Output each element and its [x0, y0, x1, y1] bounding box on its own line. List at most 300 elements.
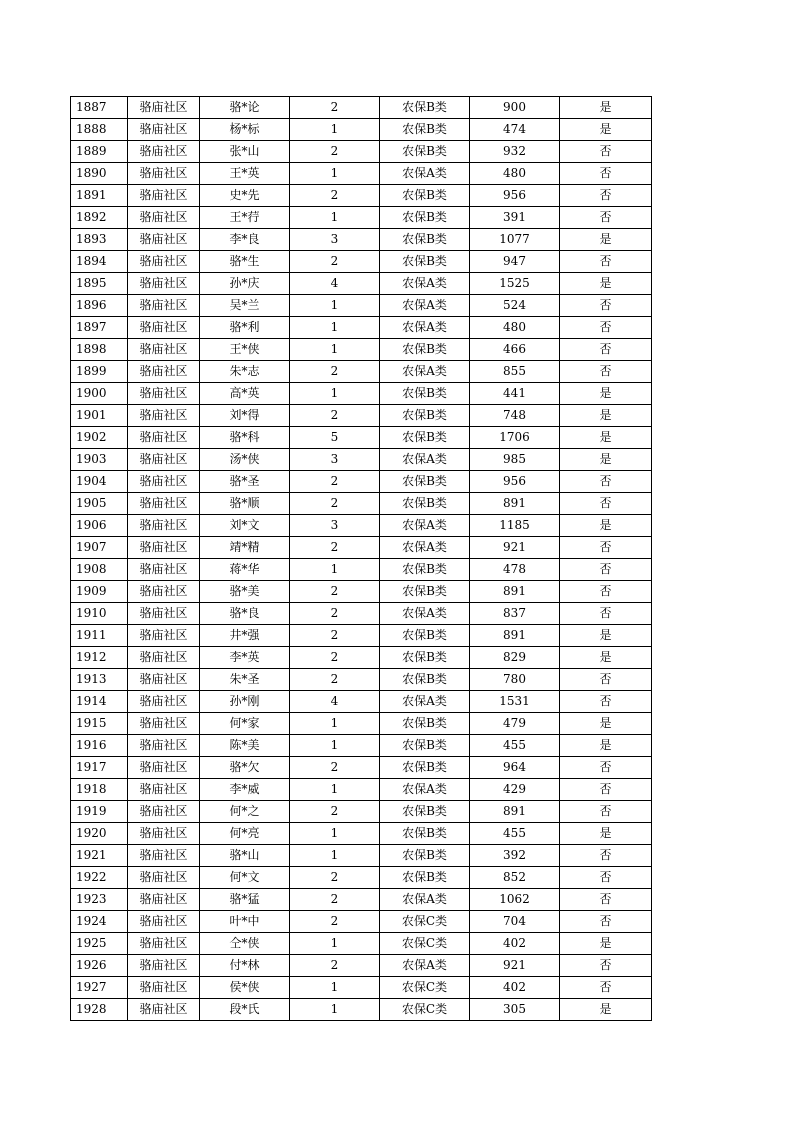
cell-household-size: 2	[290, 911, 380, 933]
cell-insurance-category: 农保B类	[380, 229, 470, 251]
cell-amount: 921	[470, 955, 560, 977]
cell-name: 段*氏	[200, 999, 290, 1021]
cell-insurance-category: 农保A类	[380, 449, 470, 471]
table-row	[71, 603, 652, 625]
cell-flag: 是	[560, 383, 652, 405]
cell-insurance-category: 农保C类	[380, 977, 470, 999]
cell-household-size: 1	[290, 295, 380, 317]
cell-flag: 否	[560, 801, 652, 823]
cell-amount: 1531	[470, 691, 560, 713]
cell-name: 史*先	[200, 185, 290, 207]
cell-insurance-category: 农保A类	[380, 537, 470, 559]
cell-household-size: 1	[290, 999, 380, 1021]
cell-community: 骆庙社区	[128, 625, 200, 647]
cell-community: 骆庙社区	[128, 339, 200, 361]
cell-household-size: 4	[290, 691, 380, 713]
cell-insurance-category: 农保B类	[380, 207, 470, 229]
cell-amount: 900	[470, 97, 560, 119]
cell-household-size: 1	[290, 713, 380, 735]
cell-insurance-category: 农保A类	[380, 691, 470, 713]
cell-amount: 402	[470, 933, 560, 955]
cell-flag: 是	[560, 449, 652, 471]
cell-row-number: 1895	[71, 273, 128, 295]
cell-row-number: 1890	[71, 163, 128, 185]
cell-insurance-category: 农保A类	[380, 295, 470, 317]
cell-flag: 否	[560, 867, 652, 889]
table-row	[71, 713, 652, 735]
cell-household-size: 1	[290, 933, 380, 955]
cell-insurance-category: 农保B类	[380, 867, 470, 889]
table-row	[71, 185, 652, 207]
cell-household-size: 1	[290, 977, 380, 999]
cell-insurance-category: 农保B类	[380, 801, 470, 823]
cell-amount: 780	[470, 669, 560, 691]
table-row	[71, 295, 652, 317]
cell-row-number: 1928	[71, 999, 128, 1021]
cell-amount: 429	[470, 779, 560, 801]
cell-household-size: 1	[290, 163, 380, 185]
cell-flag: 是	[560, 999, 652, 1021]
cell-name: 井*强	[200, 625, 290, 647]
cell-row-number: 1915	[71, 713, 128, 735]
cell-flag: 是	[560, 405, 652, 427]
cell-row-number: 1889	[71, 141, 128, 163]
cell-community: 骆庙社区	[128, 735, 200, 757]
table-row	[71, 625, 652, 647]
cell-flag: 是	[560, 713, 652, 735]
cell-insurance-category: 农保B类	[380, 823, 470, 845]
cell-name: 何*文	[200, 867, 290, 889]
cell-row-number: 1891	[71, 185, 128, 207]
table-row	[71, 427, 652, 449]
cell-name: 何*之	[200, 801, 290, 823]
cell-flag: 是	[560, 427, 652, 449]
cell-community: 骆庙社区	[128, 955, 200, 977]
cell-household-size: 1	[290, 735, 380, 757]
table-row	[71, 559, 652, 581]
cell-name: 刘*得	[200, 405, 290, 427]
cell-amount: 947	[470, 251, 560, 273]
cell-insurance-category: 农保A类	[380, 779, 470, 801]
cell-row-number: 1897	[71, 317, 128, 339]
cell-community: 骆庙社区	[128, 427, 200, 449]
cell-amount: 704	[470, 911, 560, 933]
cell-flag: 否	[560, 889, 652, 911]
cell-flag: 是	[560, 647, 652, 669]
cell-community: 骆庙社区	[128, 515, 200, 537]
cell-amount: 964	[470, 757, 560, 779]
cell-household-size: 4	[290, 273, 380, 295]
cell-insurance-category: 农保B类	[380, 559, 470, 581]
cell-household-size: 2	[290, 405, 380, 427]
cell-amount: 1706	[470, 427, 560, 449]
cell-name: 靖*精	[200, 537, 290, 559]
cell-flag: 是	[560, 515, 652, 537]
cell-insurance-category: 农保B类	[380, 757, 470, 779]
cell-name: 骆*生	[200, 251, 290, 273]
cell-household-size: 2	[290, 185, 380, 207]
cell-flag: 是	[560, 933, 652, 955]
cell-community: 骆庙社区	[128, 537, 200, 559]
cell-household-size: 2	[290, 955, 380, 977]
cell-flag: 否	[560, 845, 652, 867]
cell-flag: 否	[560, 537, 652, 559]
cell-flag: 否	[560, 295, 652, 317]
cell-community: 骆庙社区	[128, 185, 200, 207]
cell-community: 骆庙社区	[128, 141, 200, 163]
cell-flag: 否	[560, 779, 652, 801]
cell-household-size: 2	[290, 603, 380, 625]
cell-community: 骆庙社区	[128, 207, 200, 229]
cell-name: 李*威	[200, 779, 290, 801]
table-row	[71, 493, 652, 515]
cell-household-size: 1	[290, 559, 380, 581]
cell-community: 骆庙社区	[128, 97, 200, 119]
cell-amount: 921	[470, 537, 560, 559]
table-row	[71, 97, 652, 119]
cell-household-size: 2	[290, 625, 380, 647]
cell-name: 孙*庆	[200, 273, 290, 295]
table-row	[71, 911, 652, 933]
cell-flag: 是	[560, 625, 652, 647]
cell-flag: 否	[560, 185, 652, 207]
table-body	[71, 97, 652, 1021]
cell-community: 骆庙社区	[128, 295, 200, 317]
cell-community: 骆庙社区	[128, 229, 200, 251]
cell-amount: 441	[470, 383, 560, 405]
table-row	[71, 471, 652, 493]
cell-household-size: 2	[290, 801, 380, 823]
cell-name: 汤*侠	[200, 449, 290, 471]
cell-amount: 479	[470, 713, 560, 735]
data-table	[70, 96, 652, 1021]
cell-household-size: 2	[290, 889, 380, 911]
cell-insurance-category: 农保B类	[380, 581, 470, 603]
table-row	[71, 361, 652, 383]
cell-insurance-category: 农保B类	[380, 339, 470, 361]
cell-insurance-category: 农保B类	[380, 185, 470, 207]
table-row	[71, 691, 652, 713]
cell-amount: 524	[470, 295, 560, 317]
cell-row-number: 1899	[71, 361, 128, 383]
cell-flag: 否	[560, 493, 652, 515]
cell-row-number: 1916	[71, 735, 128, 757]
cell-community: 骆庙社区	[128, 493, 200, 515]
cell-community: 骆庙社区	[128, 471, 200, 493]
cell-amount: 1062	[470, 889, 560, 911]
cell-community: 骆庙社区	[128, 801, 200, 823]
cell-community: 骆庙社区	[128, 559, 200, 581]
cell-insurance-category: 农保B类	[380, 647, 470, 669]
table-row	[71, 515, 652, 537]
cell-row-number: 1892	[71, 207, 128, 229]
cell-row-number: 1910	[71, 603, 128, 625]
cell-community: 骆庙社区	[128, 581, 200, 603]
cell-row-number: 1888	[71, 119, 128, 141]
cell-household-size: 2	[290, 361, 380, 383]
cell-amount: 391	[470, 207, 560, 229]
cell-row-number: 1887	[71, 97, 128, 119]
cell-name: 李*良	[200, 229, 290, 251]
cell-insurance-category: 农保B类	[380, 493, 470, 515]
table-row	[71, 889, 652, 911]
cell-row-number: 1901	[71, 405, 128, 427]
cell-amount: 392	[470, 845, 560, 867]
cell-row-number: 1919	[71, 801, 128, 823]
cell-community: 骆庙社区	[128, 889, 200, 911]
table-row	[71, 999, 652, 1021]
cell-row-number: 1913	[71, 669, 128, 691]
cell-flag: 否	[560, 977, 652, 999]
cell-name: 骆*利	[200, 317, 290, 339]
cell-household-size: 1	[290, 317, 380, 339]
cell-amount: 829	[470, 647, 560, 669]
cell-amount: 1077	[470, 229, 560, 251]
table-row	[71, 251, 652, 273]
cell-amount: 852	[470, 867, 560, 889]
cell-row-number: 1900	[71, 383, 128, 405]
cell-community: 骆庙社区	[128, 757, 200, 779]
cell-community: 骆庙社区	[128, 669, 200, 691]
cell-row-number: 1924	[71, 911, 128, 933]
cell-amount: 891	[470, 801, 560, 823]
cell-household-size: 2	[290, 669, 380, 691]
cell-community: 骆庙社区	[128, 317, 200, 339]
cell-flag: 是	[560, 273, 652, 295]
cell-name: 刘*文	[200, 515, 290, 537]
cell-household-size: 5	[290, 427, 380, 449]
cell-amount: 466	[470, 339, 560, 361]
cell-flag: 否	[560, 361, 652, 383]
cell-insurance-category: 农保A类	[380, 317, 470, 339]
cell-row-number: 1894	[71, 251, 128, 273]
table-row	[71, 163, 652, 185]
cell-insurance-category: 农保C类	[380, 933, 470, 955]
cell-household-size: 2	[290, 471, 380, 493]
cell-flag: 否	[560, 141, 652, 163]
table-row	[71, 207, 652, 229]
cell-name: 张*山	[200, 141, 290, 163]
cell-amount: 855	[470, 361, 560, 383]
cell-name: 侯*侠	[200, 977, 290, 999]
cell-household-size: 2	[290, 493, 380, 515]
cell-household-size: 2	[290, 647, 380, 669]
cell-name: 骆*圣	[200, 471, 290, 493]
cell-name: 王*英	[200, 163, 290, 185]
cell-flag: 是	[560, 823, 652, 845]
cell-insurance-category: 农保B类	[380, 141, 470, 163]
cell-household-size: 1	[290, 119, 380, 141]
cell-household-size: 2	[290, 251, 380, 273]
cell-amount: 480	[470, 163, 560, 185]
cell-community: 骆庙社区	[128, 405, 200, 427]
table-row	[71, 845, 652, 867]
cell-amount: 837	[470, 603, 560, 625]
cell-insurance-category: 农保B类	[380, 97, 470, 119]
cell-insurance-category: 农保B类	[380, 405, 470, 427]
table-row	[71, 977, 652, 999]
cell-name: 王*荇	[200, 207, 290, 229]
cell-amount: 932	[470, 141, 560, 163]
table-row	[71, 141, 652, 163]
cell-row-number: 1926	[71, 955, 128, 977]
cell-row-number: 1905	[71, 493, 128, 515]
table-row	[71, 823, 652, 845]
cell-name: 仝*侠	[200, 933, 290, 955]
cell-amount: 985	[470, 449, 560, 471]
cell-name: 高*英	[200, 383, 290, 405]
cell-amount: 474	[470, 119, 560, 141]
cell-name: 何*亮	[200, 823, 290, 845]
cell-insurance-category: 农保C类	[380, 999, 470, 1021]
cell-amount: 891	[470, 625, 560, 647]
cell-row-number: 1925	[71, 933, 128, 955]
table-row	[71, 537, 652, 559]
table-row	[71, 119, 652, 141]
cell-community: 骆庙社区	[128, 273, 200, 295]
cell-name: 骆*欠	[200, 757, 290, 779]
cell-community: 骆庙社区	[128, 251, 200, 273]
cell-insurance-category: 农保B类	[380, 845, 470, 867]
cell-row-number: 1914	[71, 691, 128, 713]
cell-community: 骆庙社区	[128, 977, 200, 999]
cell-community: 骆庙社区	[128, 713, 200, 735]
cell-household-size: 1	[290, 845, 380, 867]
cell-household-size: 2	[290, 757, 380, 779]
cell-community: 骆庙社区	[128, 779, 200, 801]
table-row	[71, 317, 652, 339]
cell-household-size: 1	[290, 207, 380, 229]
table-row	[71, 405, 652, 427]
cell-amount: 480	[470, 317, 560, 339]
cell-amount: 478	[470, 559, 560, 581]
cell-name: 骆*美	[200, 581, 290, 603]
cell-flag: 是	[560, 97, 652, 119]
cell-amount: 402	[470, 977, 560, 999]
cell-amount: 455	[470, 823, 560, 845]
table-row	[71, 735, 652, 757]
table-row	[71, 779, 652, 801]
cell-insurance-category: 农保B类	[380, 427, 470, 449]
cell-amount: 956	[470, 471, 560, 493]
cell-name: 李*英	[200, 647, 290, 669]
cell-household-size: 3	[290, 229, 380, 251]
table-row	[71, 581, 652, 603]
cell-insurance-category: 农保A类	[380, 515, 470, 537]
table-row	[71, 757, 652, 779]
cell-name: 吴*兰	[200, 295, 290, 317]
cell-household-size: 1	[290, 779, 380, 801]
cell-insurance-category: 农保B类	[380, 383, 470, 405]
cell-name: 朱*圣	[200, 669, 290, 691]
cell-flag: 否	[560, 603, 652, 625]
cell-name: 骆*山	[200, 845, 290, 867]
cell-flag: 否	[560, 757, 652, 779]
cell-amount: 1525	[470, 273, 560, 295]
cell-flag: 否	[560, 955, 652, 977]
cell-household-size: 1	[290, 823, 380, 845]
cell-household-size: 1	[290, 339, 380, 361]
cell-name: 王*侠	[200, 339, 290, 361]
cell-household-size: 2	[290, 867, 380, 889]
cell-amount: 305	[470, 999, 560, 1021]
cell-row-number: 1903	[71, 449, 128, 471]
cell-row-number: 1912	[71, 647, 128, 669]
cell-name: 陈*美	[200, 735, 290, 757]
cell-insurance-category: 农保A类	[380, 273, 470, 295]
cell-insurance-category: 农保A类	[380, 163, 470, 185]
cell-flag: 否	[560, 207, 652, 229]
cell-flag: 是	[560, 735, 652, 757]
cell-name: 朱*志	[200, 361, 290, 383]
cell-name: 蒋*华	[200, 559, 290, 581]
cell-row-number: 1907	[71, 537, 128, 559]
cell-row-number: 1927	[71, 977, 128, 999]
cell-flag: 否	[560, 559, 652, 581]
cell-household-size: 1	[290, 383, 380, 405]
cell-name: 何*家	[200, 713, 290, 735]
cell-insurance-category: 农保B类	[380, 713, 470, 735]
cell-row-number: 1893	[71, 229, 128, 251]
cell-name: 付*林	[200, 955, 290, 977]
cell-community: 骆庙社区	[128, 911, 200, 933]
cell-amount: 956	[470, 185, 560, 207]
cell-community: 骆庙社区	[128, 119, 200, 141]
cell-community: 骆庙社区	[128, 163, 200, 185]
table-row	[71, 273, 652, 295]
cell-row-number: 1921	[71, 845, 128, 867]
cell-household-size: 2	[290, 581, 380, 603]
cell-insurance-category: 农保B类	[380, 735, 470, 757]
cell-community: 骆庙社区	[128, 823, 200, 845]
table-row	[71, 647, 652, 669]
table-row	[71, 933, 652, 955]
cell-insurance-category: 农保B类	[380, 669, 470, 691]
cell-name: 骆*猛	[200, 889, 290, 911]
cell-household-size: 3	[290, 449, 380, 471]
cell-row-number: 1922	[71, 867, 128, 889]
cell-insurance-category: 农保A类	[380, 361, 470, 383]
cell-flag: 否	[560, 691, 652, 713]
cell-community: 骆庙社区	[128, 449, 200, 471]
cell-name: 骆*论	[200, 97, 290, 119]
table-row	[71, 801, 652, 823]
cell-row-number: 1898	[71, 339, 128, 361]
cell-household-size: 2	[290, 97, 380, 119]
cell-community: 骆庙社区	[128, 867, 200, 889]
cell-insurance-category: 农保B类	[380, 251, 470, 273]
cell-community: 骆庙社区	[128, 933, 200, 955]
cell-flag: 是	[560, 119, 652, 141]
cell-flag: 否	[560, 911, 652, 933]
cell-row-number: 1904	[71, 471, 128, 493]
cell-amount: 748	[470, 405, 560, 427]
cell-community: 骆庙社区	[128, 691, 200, 713]
cell-community: 骆庙社区	[128, 845, 200, 867]
cell-name: 杨*标	[200, 119, 290, 141]
cell-insurance-category: 农保B类	[380, 471, 470, 493]
table-row	[71, 339, 652, 361]
cell-community: 骆庙社区	[128, 603, 200, 625]
cell-name: 叶*中	[200, 911, 290, 933]
cell-row-number: 1908	[71, 559, 128, 581]
cell-amount: 891	[470, 581, 560, 603]
cell-community: 骆庙社区	[128, 647, 200, 669]
table-row	[71, 383, 652, 405]
cell-household-size: 2	[290, 141, 380, 163]
cell-community: 骆庙社区	[128, 383, 200, 405]
cell-insurance-category: 农保C类	[380, 911, 470, 933]
